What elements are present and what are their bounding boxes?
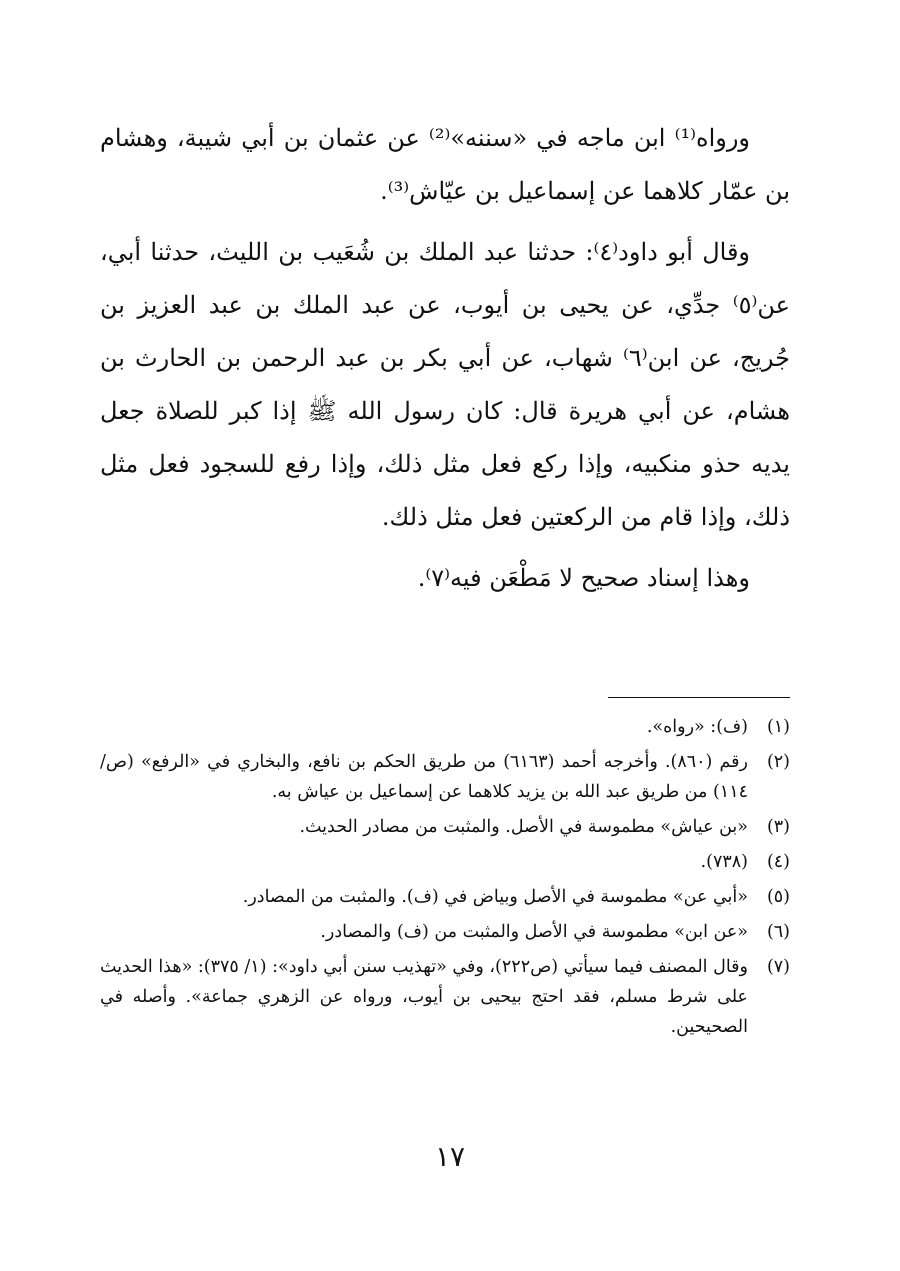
footnote-2 <box>100 747 790 807</box>
footnote-number: (٣) <box>766 817 790 837</box>
footnote-7 <box>100 952 790 1042</box>
main-paragraph-1: ورواه⁽¹⁾ ابن ماجه في «سننه»⁽²⁾ عن عثمان بن أبي شيبة، وهشام بن عمّار كلاهما عن إسماعيل بن عيّاش⁽³⁾. <box>100 124 790 205</box>
footnote-text: رقم (٨٦٠). وأخرجه أحمد (٦١٦٣) من طريق الحكم بن نافع، والبخاري في «الرفع» (ص/ ١١٤) من طريق عبد الله بن يزيد كلاهما عن إسماعيل بن عياش به. <box>100 752 748 802</box>
footnote-3 <box>100 812 790 842</box>
footnote-text: «أبي عن» مطموسة في الأصل وبياض في (ف). والمثبت من المصادر. <box>242 887 748 907</box>
footnote-text: «عن ابن» مطموسة في الأصل والمثبت من (ف) والمصادر. <box>320 922 748 942</box>
footnote-text: «بن عياش» مطموسة في الأصل. والمثبت من مصادر الحديث. <box>299 817 748 837</box>
footnote-5 <box>100 882 790 912</box>
main-text-block <box>100 112 790 613</box>
footnote-4 <box>100 847 790 877</box>
footnote-separator <box>608 697 790 698</box>
footnote-number: (١) <box>766 717 790 737</box>
footnote-number: (٧) <box>766 957 790 977</box>
footnote-number: (٢) <box>766 752 790 772</box>
footnote-text: (٧٣٨). <box>700 852 748 872</box>
footnote-number: (٤) <box>766 852 790 872</box>
footnote-text: (ف): «رواه». <box>646 717 748 737</box>
footnote-number: (٦) <box>766 922 790 942</box>
main-paragraph-2: وقال أبو داود⁽٤⁾: حدثنا عبد الملك بن شُعَيب بن الليث، حدثنا أبي، عن⁽٥⁾ جدِّي، عن يحيى بن أيوب، عن عبد الملك بن عبد العزيز بن جُريج، عن ابن⁽٦⁾ شهاب، عن أبي بكر بن عبد الرحمن بن الحارث بن هشام، عن أبي هريرة قال: كان رسول الله ﷺ إذا كبر للصلاة جعل يديه حذو منكبيه، وإذا ركع فعل مثل ذلك، وإذا رفع للسجود فعل مثل ذلك، وإذا قام من الركعتين فعل مثل ذلك. <box>100 238 790 531</box>
page-number: ١٧ <box>434 1140 466 1173</box>
footnote-1 <box>100 712 790 742</box>
main-paragraph-3: وهذا إسناد صحيح لا مَطْعَن فيه⁽٧⁾. <box>417 564 750 592</box>
footnotes-section <box>100 712 790 1047</box>
footnote-6 <box>100 917 790 947</box>
footnote-text: وقال المصنف فيما سيأتي (ص٢٢٢)، وفي «تهذيب سنن أبي داود»: (١/ ٣٧٥): «هذا الحديث على شرط مسلم، فقد احتج بيحيى بن أيوب، ورواه عن الزهري جماعة». وأصله في الصحيحين. <box>100 957 748 1037</box>
footnote-number: (٥) <box>766 887 790 907</box>
